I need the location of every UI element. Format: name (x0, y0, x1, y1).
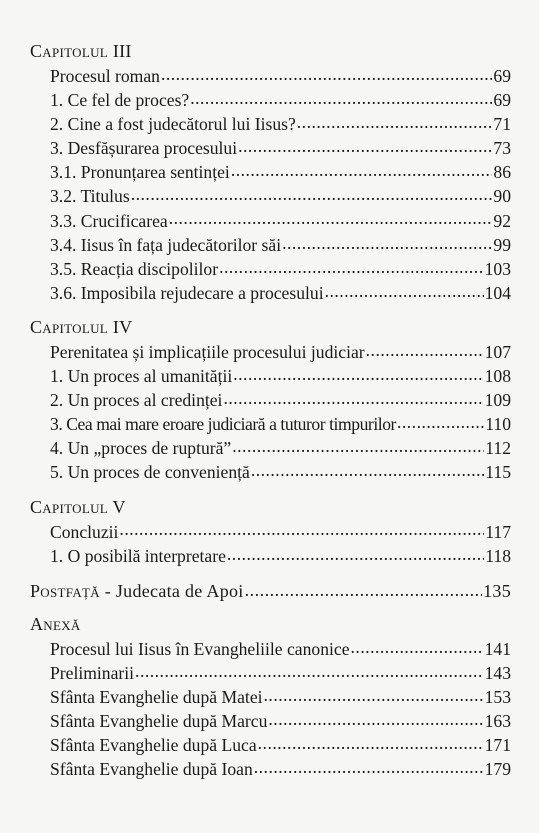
entry-title: 3.3. Crucificarea (50, 210, 168, 231)
dot-leader (282, 233, 492, 251)
entry-page: 141 (484, 638, 511, 659)
entry-title: 3.5. Reacția discipolilor (50, 258, 219, 279)
entry-page: 117 (485, 521, 511, 542)
toc-entry[interactable] (50, 209, 511, 233)
entry-title: 3.6. Imposibila rejudecare a procesului (50, 282, 324, 303)
dot-leader (161, 64, 492, 82)
entry-page: 71 (493, 114, 511, 135)
toc-entry[interactable] (50, 136, 511, 160)
entry-title: 3. Cea mai mare eroare judiciară a tuturor timpurilor (50, 414, 396, 435)
entry-page: 135 (483, 580, 511, 601)
dot-leader (251, 461, 484, 479)
postface-entry[interactable] (30, 579, 511, 602)
entry-page: 153 (484, 686, 511, 707)
toc-entry[interactable] (50, 520, 511, 544)
toc-entry[interactable] (50, 412, 511, 436)
entry-page: 90 (493, 186, 511, 207)
toc-entry[interactable] (50, 184, 511, 208)
toc-entry[interactable] (50, 233, 511, 257)
entry-page: 179 (484, 759, 511, 780)
dot-leader (233, 364, 483, 382)
entry-page: 163 (484, 710, 511, 731)
toc-entry[interactable] (50, 257, 511, 281)
dot-leader (119, 520, 484, 538)
dot-leader (366, 340, 484, 358)
toc-list (30, 340, 511, 485)
dot-leader (264, 685, 484, 703)
entry-title: 4. Un „proces de ruptură” (50, 438, 232, 459)
dot-leader (254, 758, 484, 776)
entry-page: 109 (484, 390, 511, 411)
entry-title: 3.4. Iisus în fața judecătorilor săi (50, 234, 282, 255)
chapter-heading: Capitolul IV (30, 316, 133, 337)
toc-entry[interactable] (50, 709, 511, 733)
entry-title: 3.1. Pronunțarea sentinței (50, 162, 230, 183)
dot-leader (131, 185, 493, 203)
entry-title: 5. Un proces de conveniență (50, 462, 250, 483)
entry-title: 3. Desfășurarea procesului (50, 138, 238, 159)
entry-page: 143 (484, 662, 511, 683)
postface-section (30, 579, 511, 602)
toc-entry[interactable] (50, 64, 511, 88)
toc-list (30, 520, 511, 568)
toc-entry[interactable] (50, 88, 511, 112)
dot-leader (268, 709, 483, 727)
dot-leader (238, 137, 492, 155)
entry-title: Sfânta Evanghelie după Matei (50, 686, 263, 707)
chapter-5 (30, 496, 511, 568)
entry-page: 107 (484, 341, 511, 362)
dot-leader (227, 544, 484, 562)
entry-title: 2. Un proces al credinței (50, 390, 223, 411)
toc-entry[interactable] (50, 544, 511, 568)
entry-title: 1. Un proces al umanității (50, 366, 233, 387)
chapter-heading: Capitolul V (30, 496, 126, 517)
dot-leader (325, 281, 484, 299)
entry-title: Sfânta Evanghelie după Luca (50, 735, 257, 756)
entry-page: 104 (484, 282, 511, 303)
entry-title: Perenitatea și implicațiile procesului judiciar (50, 341, 365, 362)
entry-title: Preliminarii (50, 662, 135, 683)
entry-title: Procesul lui Iisus în Evangheliile canonice (50, 638, 350, 659)
annex-heading: Anexă (30, 613, 81, 634)
toc-entry[interactable] (50, 112, 511, 136)
toc-list (30, 64, 511, 305)
toc-list (30, 637, 511, 782)
dot-leader (297, 113, 493, 131)
entry-page: 73 (493, 138, 511, 159)
entry-title: Concluzii (50, 521, 119, 542)
toc-entry[interactable] (50, 637, 511, 661)
dot-leader (135, 661, 484, 679)
toc-entry[interactable] (50, 281, 511, 305)
entry-page: 115 (485, 462, 511, 483)
entry-page: 103 (484, 258, 511, 279)
postface-subtitle: - Judecata de Apoi (99, 580, 244, 601)
entry-page: 110 (485, 414, 511, 435)
entry-page: 112 (485, 438, 511, 459)
chapter-heading: Capitolul III (30, 41, 132, 61)
entry-page: 99 (493, 234, 511, 255)
entry-page: 171 (484, 735, 511, 756)
toc-entry[interactable] (50, 340, 511, 364)
toc-entry[interactable] (50, 160, 511, 184)
entry-title: Procesul roman (50, 66, 160, 86)
dot-leader (190, 89, 492, 107)
toc-entry[interactable] (50, 436, 511, 460)
toc-entry[interactable] (50, 733, 511, 757)
entry-page: 92 (493, 210, 511, 231)
annex-section (30, 613, 511, 782)
toc-entry[interactable] (50, 460, 511, 484)
toc-entry[interactable] (50, 685, 511, 709)
dot-leader (258, 733, 484, 751)
entry-title: 3.2. Titulus (50, 186, 130, 207)
entry-page: 69 (493, 90, 511, 111)
postface-heading: Postfață (30, 580, 100, 601)
dot-leader (169, 209, 493, 227)
entry-page: 86 (493, 162, 511, 183)
dot-leader (219, 257, 484, 275)
toc-entry[interactable] (50, 661, 511, 685)
entry-page: 69 (493, 66, 511, 86)
entry-title: Sfânta Evanghelie după Ioan (50, 759, 253, 780)
toc-entry[interactable] (50, 757, 511, 781)
chapter-4 (30, 316, 511, 485)
entry-title: 2. Cine a fost judecătorul lui Iisus? (50, 114, 296, 135)
entry-page: 108 (484, 366, 511, 387)
dot-leader (397, 413, 484, 431)
dot-leader (231, 161, 493, 179)
entry-title: 1. O posibilă interpretare (50, 545, 226, 566)
entry-title: Sfânta Evanghelie după Marcu (50, 710, 268, 731)
dot-leader (223, 389, 483, 407)
entry-title: 1. Ce fel de proces? (50, 90, 190, 111)
toc-entry[interactable] (50, 388, 511, 412)
dot-leader (245, 579, 482, 597)
toc-entry[interactable] (50, 364, 511, 388)
entry-page: 118 (485, 545, 511, 566)
dot-leader (232, 437, 484, 455)
chapter-3 (30, 40, 511, 305)
dot-leader (351, 637, 484, 655)
